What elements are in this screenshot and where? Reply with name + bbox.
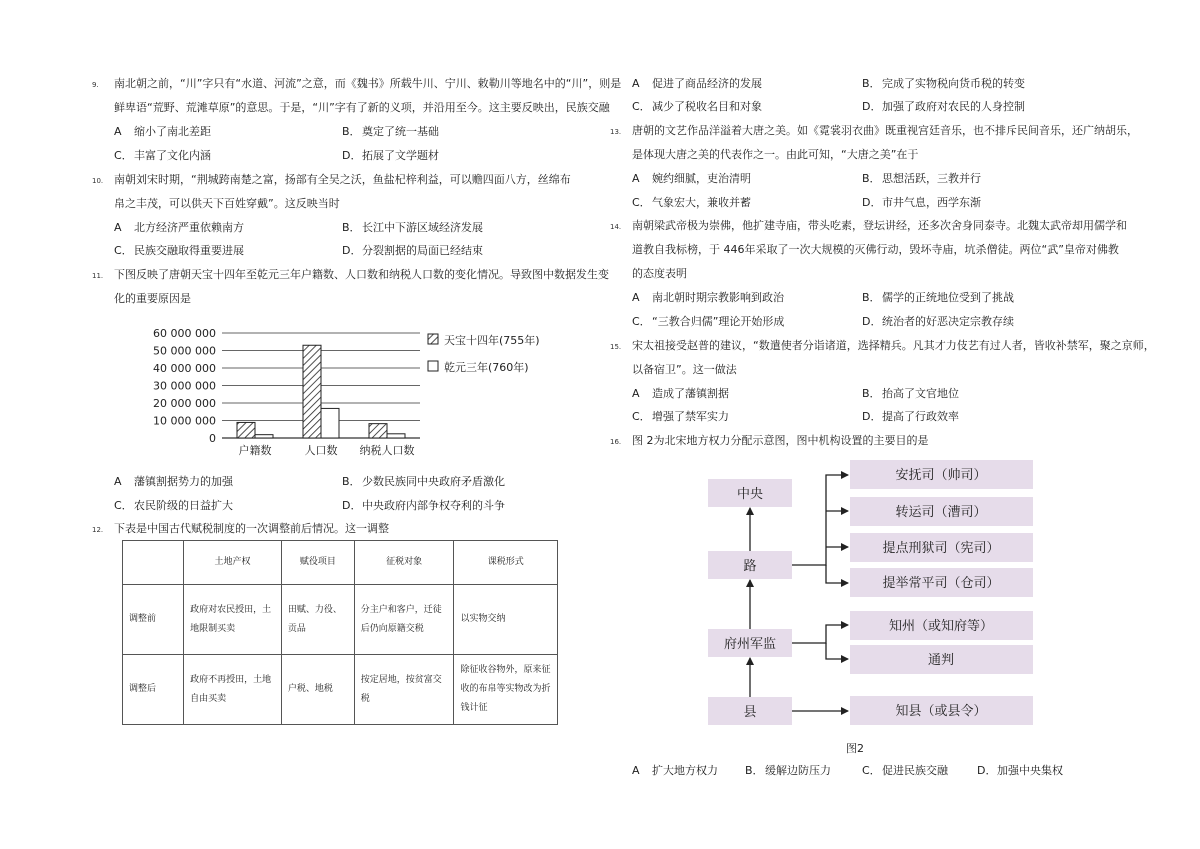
table-row (123, 585, 558, 655)
q14-option-a[interactable]: A 南北朝时期宗教影响到政治 (632, 291, 784, 304)
q15-option-a[interactable]: A 造成了藩镇割据 (632, 387, 729, 400)
q12-option-c[interactable]: C．减少了税收名目和对象 (632, 100, 762, 113)
q11-line2: 化的重要原因是 (114, 292, 191, 305)
q10-line1: 10. 南朝刘宋时期，“荆城跨南楚之富，扬部有全吴之沃，鱼盐杞梓利益，可以赡四面八方，丝绵布 (92, 173, 571, 186)
q14-option-b[interactable]: B．儒学的正统地位受到了挑战 (862, 291, 1014, 304)
x-category-label: 人口数 (304, 444, 338, 457)
table-cell: 以实物交纳 (454, 585, 558, 655)
legend-swatch (428, 334, 438, 344)
bar-qianyuan (255, 435, 273, 438)
figure-caption: 图2 (846, 742, 864, 755)
q16-option-a[interactable]: A 扩大地方权力 (632, 764, 718, 777)
q11-line1: 11. 下图反映了唐朝天宝十四年至乾元三年户籍数、人口数和纳税人口数的变化情况。导致图中数据发生变 (92, 268, 609, 281)
table-header-cell: 赋役项目 (281, 541, 354, 585)
table-cell: 户税、地税 (281, 655, 354, 725)
label-anfu: 安抚司（帅司） (895, 468, 987, 483)
label-xian: 县 (743, 705, 757, 720)
legend-label: 乾元三年(760年) (444, 361, 529, 374)
x-category-label: 户籍数 (238, 444, 272, 457)
table-header-cell: 征税对象 (354, 541, 454, 585)
q9-option-a[interactable]: A 缩小了南北差距 (114, 125, 211, 138)
table-cell: 政府对农民授田，土地限制买卖 (184, 585, 282, 655)
y-tick-label: 30 000 000 (153, 379, 216, 393)
q11-option-b[interactable]: B．少数民族同中央政府矛盾激化 (342, 475, 505, 488)
legend-label: 天宝十四年(755年) (444, 334, 540, 347)
arrow-lu-to-tiju (826, 565, 848, 583)
bar-tianbao (237, 422, 255, 438)
q12-option-d[interactable]: D．加强了政府对农民的人身控制 (862, 100, 1025, 113)
q14-line2: 道教自我标榜，于 446年采取了一次大规模的灭佛行动，毁坏寺庙，坑杀僧徒。两位“武”皇帝对佛教 (632, 243, 1119, 256)
q12-line1: 12. 下表是中国古代赋税制度的一次调整前后情况。这一调整 (92, 522, 389, 535)
q14-option-d[interactable]: D．统治者的好恶决定宗教存续 (862, 315, 1014, 328)
q9-line1: 9. 南北朝之前，“川”字只有“水道、河流”之意，而《魏书》所载牛川、宁川、敕勒川等地名中的“川”，则是 (92, 77, 622, 90)
diagram-arrows (750, 475, 848, 711)
table-cell: 调整前 (123, 585, 184, 655)
arrow-fuzhou-to-tongpan (826, 643, 848, 659)
arrow-fuzhou-to-zhizhou (792, 625, 848, 643)
label-zhongyang: 中央 (736, 487, 764, 502)
q10-option-c[interactable]: C．民族交融取得重要进展 (114, 244, 244, 257)
bar-tianbao (303, 345, 321, 438)
q14-line1: 14. 南朝梁武帝极为崇佛，他扩建寺庙，带头吃素，登坛讲经，还多次舍身同泰寺。北魏太武帝却用儒学和 (610, 219, 1127, 232)
q11-option-d[interactable]: D．中央政府内部争权夺利的斗争 (342, 499, 505, 512)
table-header-row (123, 541, 558, 585)
y-tick-label: 40 000 000 (153, 362, 216, 375)
q14-option-c[interactable]: C．“三教合归儒”理论开始形成 (632, 315, 785, 328)
x-category-label: 纳税人口数 (359, 444, 415, 457)
tax-reform-table (122, 540, 558, 725)
y-tick-label: 0 (209, 432, 216, 445)
q16-option-b[interactable]: B．缓解边防压力 (745, 764, 831, 777)
q16-option-c[interactable]: C．促进民族交融 (862, 764, 948, 777)
q15-option-c[interactable]: C．增强了禁军实力 (632, 410, 729, 423)
q13-option-d[interactable]: D．市井气息，西学东渐 (862, 196, 981, 209)
q10-line2: 帛之丰茂，可以供天下百姓穿戴”。这反映当时 (114, 197, 340, 210)
label-fuzhou: 府州军监 (723, 637, 777, 652)
population-bar-chart (150, 320, 570, 468)
q12-option-a[interactable]: A 促进了商品经济的发展 (632, 77, 762, 90)
q16-line1: 16. 图 2为北宋地方权力分配示意图，图中机构设置的主要目的是 (610, 434, 929, 447)
arrow-lu-to-anfu (792, 475, 848, 565)
legend-swatch (428, 361, 438, 371)
table-cell: 分主户和客户，迁徒后仍向原籍交税 (354, 585, 454, 655)
table-cell: 按定居地，按贫富交税 (354, 655, 454, 725)
q10-option-d[interactable]: D．分裂割据的局面已经结束 (342, 244, 483, 257)
q15-option-d[interactable]: D．提高了行政效率 (862, 410, 959, 423)
y-tick-label: 10 000 000 (153, 414, 216, 428)
q9-option-b[interactable]: B．奠定了统一基础 (342, 125, 439, 138)
label-tidian: 提点刑狱司（宪司） (882, 541, 1000, 556)
label-lu: 路 (743, 559, 757, 574)
y-tick-label: 60 000 000 (153, 327, 216, 340)
bar-qianyuan (321, 408, 339, 438)
label-tiju: 提举常平司（仓司） (882, 576, 1000, 591)
bar-qianyuan (387, 434, 405, 438)
table-header-cell: 课税形式 (454, 541, 558, 585)
q13-line1: 13. 唐朝的文艺作品洋溢着大唐之美。如《霓裳羽衣曲》既重视宫廷音乐，也不排斥民间音乐，还广纳胡乐， (610, 124, 1138, 137)
q13-option-b[interactable]: B．思想活跃，三教并行 (862, 172, 981, 185)
label-zhizhou: 知州（或知府等） (888, 619, 994, 634)
table-header-cell: 土地产权 (184, 541, 282, 585)
q11-option-c[interactable]: C．农民阶级的日益扩大 (114, 499, 233, 512)
q15-line1: 15. 宋太祖接受赵普的建议，“数遣使者分诣诸道，选择精兵。凡其才力伎艺有过人者，皆收补禁军，聚之京师， (610, 339, 1155, 352)
q16-option-d[interactable]: D．加强中央集权 (977, 764, 1063, 777)
table-cell: 政府不再授田，土地自由买卖 (184, 655, 282, 725)
table-cell: 田赋、力役、贡品 (281, 585, 354, 655)
q10-option-b[interactable]: B．长江中下游区域经济发展 (342, 221, 483, 234)
q13-option-a[interactable]: A 婉约细腻，吏治清明 (632, 172, 751, 185)
q10-option-a[interactable]: A 北方经济严重依赖南方 (114, 221, 244, 234)
q9-option-c[interactable]: C．丰富了文化内涵 (114, 149, 211, 162)
table-row (123, 655, 558, 725)
label-tongpan: 通判 (927, 653, 955, 668)
q13-line2: 是体现大唐之美的代表作之一。由此可知，“大唐之美”在于 (632, 148, 919, 161)
label-zhuanyun: 转运司（漕司） (895, 505, 987, 520)
q14-line3: 的态度表明 (632, 267, 687, 280)
table-cell: 除征收谷物外，原来征收的布帛等实物改为折钱计征 (454, 655, 558, 725)
q15-line2: 以备宿卫”。这一做法 (632, 363, 737, 376)
q9-option-d[interactable]: D．拓展了文学题材 (342, 149, 439, 162)
song-power-diagram (700, 455, 1040, 730)
bar-tianbao (369, 424, 387, 438)
label-zhixian: 知县（或县令） (895, 704, 987, 719)
q11-option-a[interactable]: A 藩镇割据势力的加强 (114, 475, 233, 488)
q9-line2: 鲜卑语“荒野、荒滩草原”的意思。于是，“川”字有了新的义项，并沿用至今。这主要反映出，民族交融 (114, 101, 610, 114)
q13-option-c[interactable]: C．气象宏大，兼收并蓄 (632, 196, 751, 209)
q12-option-b[interactable]: B．完成了实物税向货币税的转变 (862, 77, 1025, 90)
y-tick-label: 50 000 000 (153, 344, 216, 358)
y-tick-label: 20 000 000 (153, 397, 216, 410)
table-header-cell (123, 541, 184, 585)
table-cell: 调整后 (123, 655, 184, 725)
q15-option-b[interactable]: B．抬高了文官地位 (862, 387, 959, 400)
